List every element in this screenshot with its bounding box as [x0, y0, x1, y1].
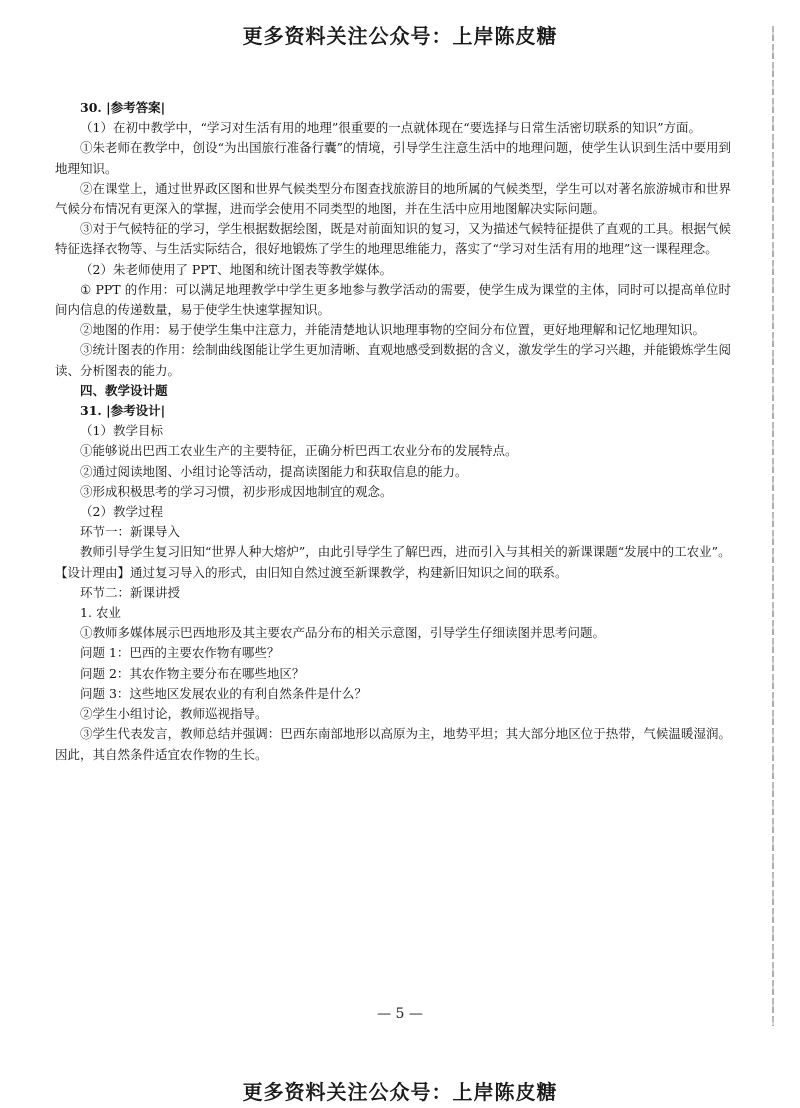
- paragraph: ③形成积极思考的学习习惯，初步形成因地制宜的观念。: [80, 483, 393, 499]
- paragraph: ①朱老师在教学中，创设“为出国旅行准备行囊”的情境，引导学生注意生活中的地理问题，使学生认识到生活中要用到地理知识。: [55, 140, 731, 176]
- paragraph: ① PPT 的作用：可以满足地理教学中学生更多地参与教学活动的需要，使学生成为课堂的主体，同时可以提高单位时间内信息的传递数量，易于使学生快速掌握知识。: [55, 281, 731, 318]
- question-31-heading: 31. |参考设计|: [80, 403, 166, 419]
- paragraph: 【设计理由】通过复习导入的形式，由旧知自然过渡至新课教学，构建新旧知识之间的联系。: [55, 564, 568, 580]
- paragraph: （1）教学目标: [80, 423, 163, 439]
- paragraph: 环节二：新课讲授: [80, 584, 181, 600]
- paragraph: （1）在初中教学中，“学习对生活有用的地理”很重要的一点就体现在“要选择与日常生活密切联系的知识”方面。: [80, 120, 702, 136]
- paragraph: 环节一：新课导入: [80, 524, 181, 540]
- page-header: 更多资料关注公众号：上岸陈皮糖: [242, 24, 558, 48]
- paragraph: 问题 2：其农作物主要分布在哪些地区？: [80, 665, 305, 681]
- paragraph: 问题 3：这些地区发展农业的有利自然条件是什么？: [80, 685, 367, 701]
- page-number: — 5 —: [377, 1006, 423, 1022]
- paragraph: 问题 1：巴西的主要农作物有哪些？: [80, 645, 280, 661]
- paragraph: ②通过阅读地图、小组讨论等活动，提高读图能力和获取信息的能力。: [80, 463, 468, 479]
- paragraph: 1. 农业: [80, 605, 121, 621]
- paragraph: （2）朱老师使用了 PPT、地图和统计图表等教学媒体。: [80, 261, 393, 277]
- paragraph: 教师引导学生复习旧知“世界人种大熔炉”，由此引导学生了解巴西，进而引入与其相关的新课课题“发展中的工农业”。: [80, 544, 731, 560]
- document-body: [55, 98, 731, 765]
- question-30-heading: 30. |参考答案|: [80, 100, 166, 115]
- paragraph: ②地图的作用：易于使学生集中注意力，并能清楚地认识地理事物的空间分布位置，更好地理解和记忆地理知识。: [80, 322, 706, 338]
- scan-edge-line: [772, 26, 774, 1026]
- paragraph: ③统计图表的作用：绘制曲线图能让学生更加清晰、直观地感受到数据的含义，激发学生的学习兴趣，并能锻炼学生阅读、分析图表的能力。: [55, 342, 731, 378]
- paragraph: ①教师多媒体展示巴西地形及其主要农产品分布的相关示意图，引导学生仔细读图并思考问题。: [80, 625, 606, 641]
- paragraph: ①能够说出巴西工农业生产的主要特征，正确分析巴西工农业分布的发展特点。: [80, 443, 518, 459]
- paragraph: （2）教学过程: [80, 504, 163, 520]
- page-footer: 更多资料关注公众号：上岸陈皮糖: [242, 1080, 558, 1104]
- paragraph: ③对于气候特征的学习，学生根据数据绘图，既是对前面知识的复习，又为描述气候特征提供了直观的工具。根据气候特征选择衣物等、与生活实际结合，很好地锻炼了学生的地理思维能力，落实了“学习对生活有用的地理”这一课程理念。: [55, 221, 731, 257]
- section-heading: 四、教学设计题: [80, 382, 168, 398]
- paragraph: ②在课堂上，通过世界政区图和世界气候类型分布图查找旅游目的地所属的气候类型，学生可以对著名旅游城市和世界气候分布情况有更深入的掌握，进而学会使用不同类型的地图，并在生活中应用地图解决实际问题。: [55, 180, 731, 217]
- paragraph: ②学生小组讨论，教师巡视指导。: [80, 706, 268, 722]
- paragraph: ③学生代表发言，教师总结并强调：巴西东南部地形以高原为主，地势平坦；其大部分地区位于热带，气候温暖湿润。因此，其自然条件适宜农作物的生长。: [55, 726, 731, 762]
